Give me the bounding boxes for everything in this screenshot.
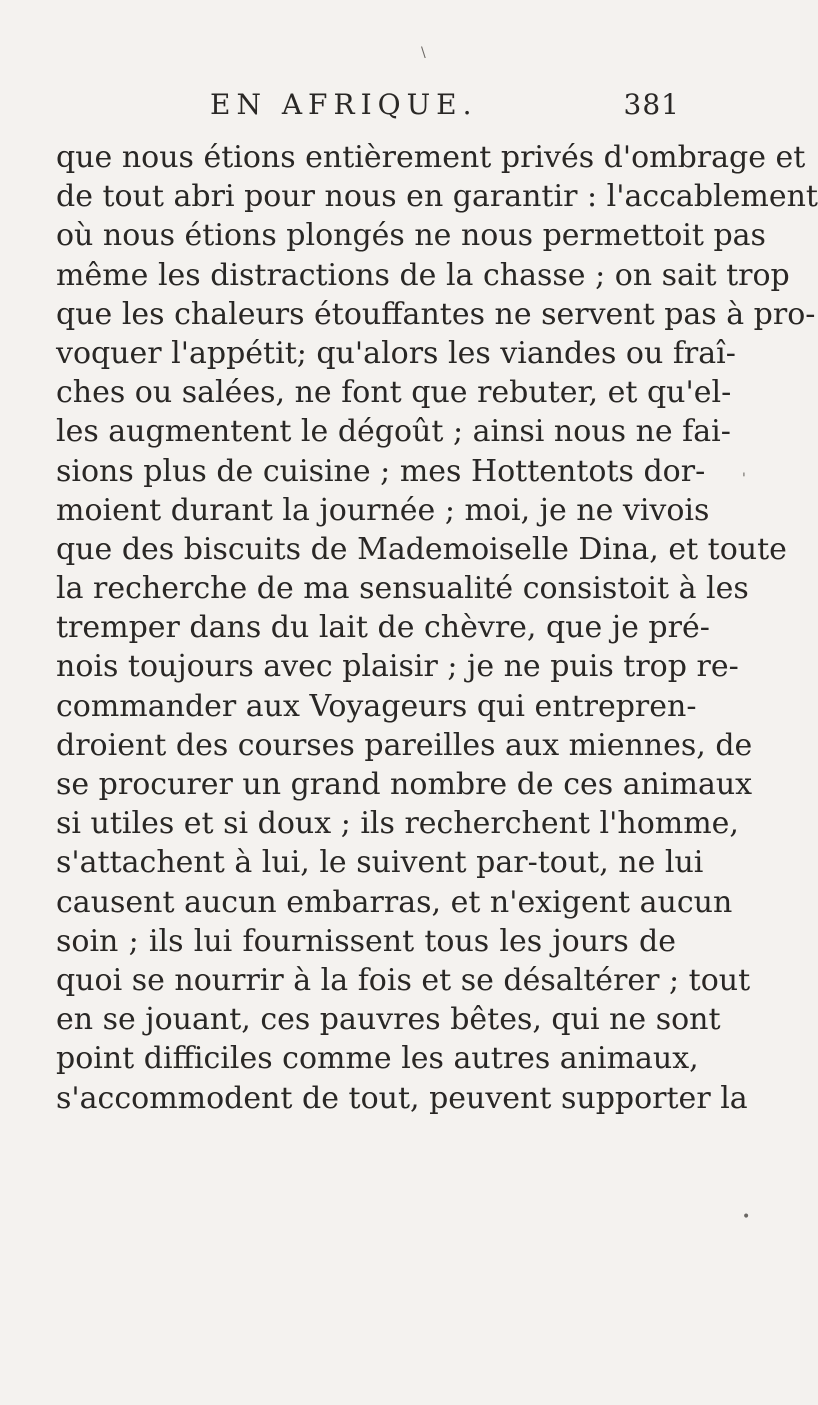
text-line: les augmentent le dégoût ; ainsi nous ne fai-: [56, 414, 731, 450]
text-line: s'accommodent de tout, peuvent supporter la: [56, 1080, 748, 1116]
text-line: moient durant la journée ; moi, je ne vivois: [56, 492, 710, 528]
text-line: si utiles et si doux ; ils recherchent l'homme,: [56, 806, 739, 842]
running-head: EN AFRIQUE.: [210, 88, 478, 121]
text-line: tremper dans du lait de chèvre, que je pré-: [56, 610, 710, 646]
text-line: que nous étions entièrement privés d'ombrage et: [56, 140, 806, 175]
text-line: de tout abri pour nous en garantir : l'accablement: [56, 179, 818, 215]
text-line: s'attachent à lui, le suivent par-tout, ne lui: [56, 845, 704, 881]
text-line: où nous étions plongés ne nous permettoit pas: [56, 218, 766, 254]
text-line: droient des courses pareilles aux miennes, de: [56, 727, 753, 763]
text-line: point difficiles comme les autres animaux,: [56, 1041, 699, 1077]
text-line: même les distractions de la chasse ; on sait trop: [56, 257, 790, 293]
text-line: soin ; ils lui fournissent tous les jours de: [56, 923, 676, 959]
text-line: quoi se nourrir à la fois et se désaltérer ; tout: [56, 962, 751, 998]
text-line: la recherche de ma sensualité consistoit à les: [56, 571, 749, 607]
text-line: se procurer un grand nombre de ces animaux: [56, 767, 753, 802]
stray-mark: \: [421, 45, 426, 61]
text-line: que les chaleurs étouffantes ne servent pas à pro-: [56, 296, 816, 332]
text-line: voquer l'appétit; qu'alors les viandes ou fraî-: [56, 335, 736, 371]
text-line: en se jouant, ces pauvres bêtes, qui ne sont: [56, 1002, 721, 1038]
stray-mark: ': [742, 471, 746, 487]
page-number: 381: [623, 88, 680, 121]
page-header: [210, 88, 680, 128]
stray-mark: •: [742, 1209, 751, 1225]
text-line: causent aucun embarras, et n'exigent aucun: [56, 884, 733, 920]
text-line: nois toujours avec plaisir ; je ne puis trop re-: [56, 649, 739, 685]
text-line: commander aux Voyageurs qui entrepren-: [56, 688, 697, 724]
text-line: ches ou salées, ne font que rebuter, et qu'el-: [56, 375, 732, 411]
text-line: sions plus de cuisine ; mes Hottentots dor-: [56, 453, 706, 489]
body-text: [56, 138, 818, 1118]
text-line: que des biscuits de Mademoiselle Dina, et toute: [56, 531, 787, 567]
